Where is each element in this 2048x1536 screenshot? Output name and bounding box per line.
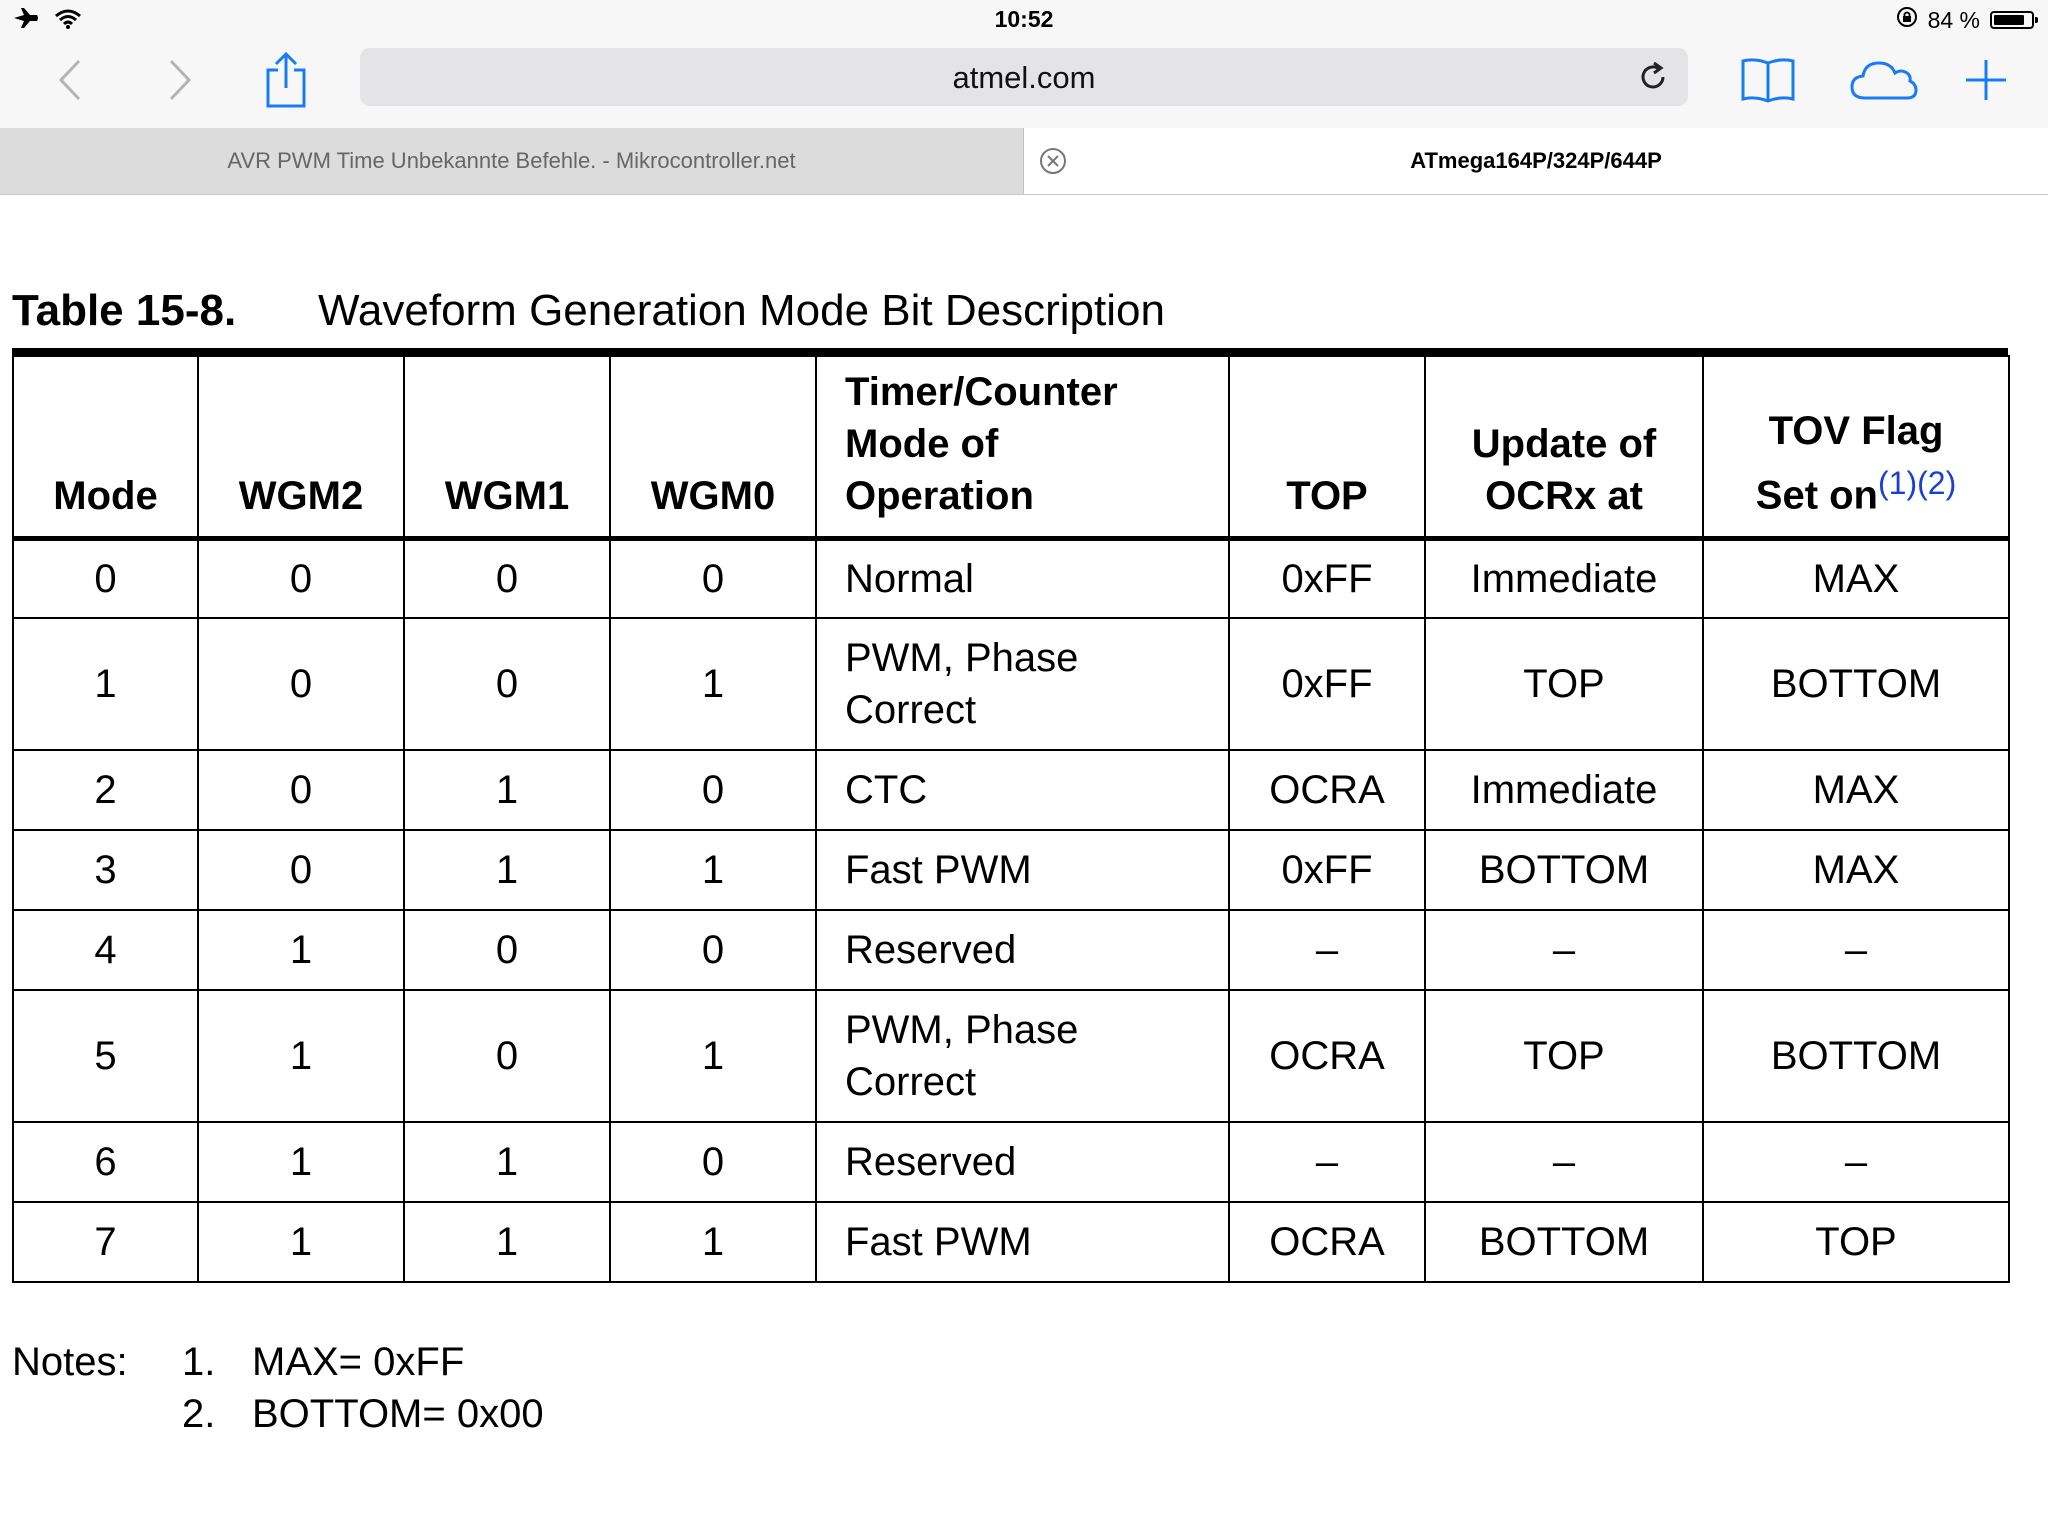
cell-operation-line1: PWM, Phase (845, 636, 1079, 680)
cell-top: OCRA (1229, 750, 1425, 830)
tab-bar (0, 128, 2048, 195)
cell-operation: CTC (816, 750, 1229, 830)
plus-icon (1964, 58, 2008, 102)
cell-operation: Normal (816, 538, 1229, 618)
cell-mode: 7 (13, 1202, 198, 1282)
share-icon (264, 52, 308, 108)
table-row (13, 1202, 2009, 1282)
bookmarks-button[interactable] (1738, 50, 1798, 110)
status-time: 10:52 (994, 6, 1054, 32)
cell-top: 0xFF (1229, 618, 1425, 750)
table-row (13, 990, 2009, 1122)
book-icon (1740, 57, 1796, 103)
cloud-icon (1849, 58, 1919, 102)
cell-wgm0: 0 (610, 910, 816, 990)
cell-wgm2: 0 (198, 750, 404, 830)
close-icon (1038, 146, 1068, 176)
cell-wgm0: 0 (610, 1122, 816, 1202)
reload-icon (1636, 60, 1670, 94)
cell-top: OCRA (1229, 1202, 1425, 1282)
header-operation-line2: Mode of (845, 421, 999, 466)
cell-tov: – (1703, 910, 2009, 990)
chevron-right-icon (165, 58, 195, 102)
icloud-tabs-button[interactable] (1848, 50, 1920, 110)
cell-update: – (1425, 910, 1703, 990)
table-row (13, 910, 2009, 990)
cell-top: – (1229, 1122, 1425, 1202)
note-number: 1. (182, 1340, 216, 1384)
header-update-line1: Update of (1471, 421, 1657, 466)
header-operation-line3: Operation (845, 473, 1034, 518)
cell-wgm2: 1 (198, 1202, 404, 1282)
cell-update: TOP (1425, 990, 1703, 1122)
cell-wgm0: 1 (610, 618, 816, 750)
cell-top: 0xFF (1229, 538, 1425, 618)
wgm-table (12, 355, 2010, 1283)
cell-mode: 1 (13, 618, 198, 750)
note-item (182, 1388, 544, 1440)
cell-operation: Fast PWM (816, 830, 1229, 910)
cell-wgm0: 1 (610, 990, 816, 1122)
header-tov-line2: Set on (1755, 473, 1878, 518)
battery-icon (1990, 11, 2034, 29)
reload-button[interactable] (1636, 60, 1670, 94)
header-update-line2: OCRx at (1485, 473, 1643, 518)
header-wgm2: WGM2 (198, 356, 404, 538)
cell-wgm2: 0 (198, 618, 404, 750)
cell-update: – (1425, 1122, 1703, 1202)
header-wgm0: WGM0 (610, 356, 816, 538)
footnote-link[interactable]: (1)(2) (1878, 465, 1957, 502)
table-title: Waveform Generation Mode Bit Description (318, 286, 1165, 335)
cell-wgm1: 0 (404, 538, 610, 618)
battery-percent: 84 % (1927, 6, 1980, 33)
cell-tov: – (1703, 1122, 2009, 1202)
back-button[interactable] (40, 50, 100, 110)
cell-operation: Fast PWM (816, 1202, 1229, 1282)
cell-operation (816, 990, 1229, 1122)
note-text: BOTTOM= 0x00 (252, 1392, 544, 1436)
table-label: Table 15-8. (12, 286, 237, 335)
new-tab-button[interactable] (1956, 50, 2016, 110)
table-row (13, 830, 2009, 910)
chevron-left-icon (55, 58, 85, 102)
cell-wgm1: 0 (404, 990, 610, 1122)
header-mode: Mode (13, 356, 198, 538)
header-update (1425, 356, 1703, 538)
cell-tov: BOTTOM (1703, 990, 2009, 1122)
cell-update: Immediate (1425, 750, 1703, 830)
cell-operation-line2: Correct (845, 688, 977, 732)
status-right (1896, 6, 2034, 34)
cell-wgm2: 0 (198, 538, 404, 618)
address-bar[interactable] (360, 48, 1688, 106)
cell-wgm1: 0 (404, 910, 610, 990)
cell-wgm2: 1 (198, 990, 404, 1122)
note-text: MAX= 0xFF (252, 1340, 465, 1384)
tab-atmega[interactable] (1024, 128, 2048, 194)
wgm-table-container (12, 348, 2008, 1283)
table-header-row (13, 356, 2009, 538)
cell-tov: MAX (1703, 830, 2009, 910)
url-text: atmel.com (952, 60, 1096, 95)
table-row (13, 538, 2009, 618)
cell-wgm2: 0 (198, 830, 404, 910)
forward-button[interactable] (150, 50, 210, 110)
cell-tov: TOP (1703, 1202, 2009, 1282)
cell-tov: MAX (1703, 750, 2009, 830)
cell-wgm2: 1 (198, 910, 404, 990)
cell-wgm2: 1 (198, 1122, 404, 1202)
header-tov (1703, 356, 2009, 538)
table-caption (12, 286, 1165, 336)
table-row (13, 750, 2009, 830)
cell-wgm0: 1 (610, 830, 816, 910)
status-bar (0, 0, 2048, 40)
cell-tov: MAX (1703, 538, 2009, 618)
cell-top: 0xFF (1229, 830, 1425, 910)
cell-wgm1: 1 (404, 1122, 610, 1202)
header-operation-line1: Timer/Counter (845, 369, 1118, 414)
cell-operation: Reserved (816, 1122, 1229, 1202)
cell-mode: 5 (13, 990, 198, 1122)
browser-toolbar (0, 40, 2048, 128)
cell-mode: 2 (13, 750, 198, 830)
header-top: TOP (1229, 356, 1425, 538)
header-tov-line1: TOV Flag (1768, 409, 1944, 454)
header-wgm1: WGM1 (404, 356, 610, 538)
cell-operation (816, 618, 1229, 750)
cell-operation: Reserved (816, 910, 1229, 990)
cell-mode: 3 (13, 830, 198, 910)
cell-wgm0: 0 (610, 750, 816, 830)
cell-mode: 4 (13, 910, 198, 990)
tab-label: AVR PWM Time Unbekannte Befehle. - Mikrocontroller.net (227, 148, 796, 173)
cell-operation-line1: PWM, Phase (845, 1008, 1079, 1052)
cell-update: BOTTOM (1425, 1202, 1703, 1282)
notes-label: Notes: (12, 1340, 128, 1384)
cell-operation-line2: Correct (845, 1060, 977, 1104)
cell-mode: 0 (13, 538, 198, 618)
cell-update: BOTTOM (1425, 830, 1703, 910)
table-row (13, 1122, 2009, 1202)
cell-wgm1: 0 (404, 618, 610, 750)
table-row (13, 618, 2009, 750)
cell-wgm0: 1 (610, 1202, 816, 1282)
share-button[interactable] (256, 50, 316, 110)
tab-label: ATmega164P/324P/644P (1410, 148, 1662, 173)
note-number: 2. (182, 1392, 216, 1436)
cell-update: TOP (1425, 618, 1703, 750)
tab-mikrocontroller[interactable] (0, 128, 1024, 194)
cell-update: Immediate (1425, 538, 1703, 618)
cell-top: OCRA (1229, 990, 1425, 1122)
cell-tov: BOTTOM (1703, 618, 2009, 750)
battery-fill (1994, 15, 2024, 25)
close-tab-button[interactable] (1038, 146, 1068, 176)
cell-wgm1: 1 (404, 750, 610, 830)
note-item (182, 1336, 464, 1388)
cell-wgm0: 0 (610, 538, 816, 618)
cell-top: – (1229, 910, 1425, 990)
orientation-lock-icon (1896, 6, 1918, 34)
header-operation (816, 356, 1229, 538)
cell-wgm1: 1 (404, 830, 610, 910)
cell-wgm1: 1 (404, 1202, 610, 1282)
cell-mode: 6 (13, 1122, 198, 1202)
